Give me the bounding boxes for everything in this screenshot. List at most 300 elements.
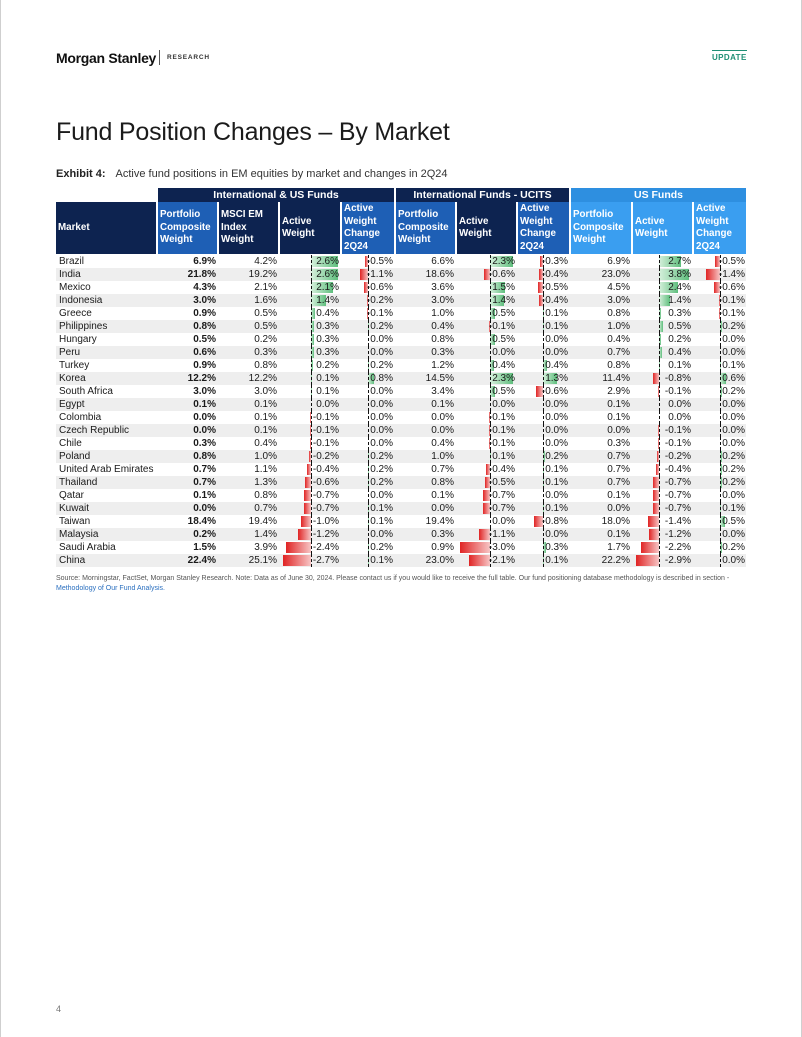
table-row bbox=[56, 307, 746, 320]
zero-axis bbox=[311, 528, 312, 541]
value-cell: -1.2% bbox=[312, 529, 339, 540]
value-cell: 0.0% bbox=[722, 334, 745, 345]
zero-axis bbox=[368, 424, 369, 437]
value-cell: 4.3% bbox=[193, 282, 216, 293]
zero-axis bbox=[490, 385, 491, 398]
zero-axis bbox=[368, 385, 369, 398]
value-cell: -0.1% bbox=[488, 425, 515, 436]
zero-axis bbox=[368, 359, 369, 372]
value-cell: 0.2% bbox=[722, 386, 745, 397]
zero-axis bbox=[311, 359, 312, 372]
zero-axis bbox=[490, 359, 491, 372]
column-header: Portfolio Composite Weight bbox=[396, 202, 455, 254]
value-cell: -0.1% bbox=[312, 425, 339, 436]
zero-axis bbox=[368, 476, 369, 489]
value-cell: 21.8% bbox=[187, 269, 216, 280]
value-cell: 0.1% bbox=[545, 308, 568, 319]
header-divider bbox=[159, 50, 160, 65]
value-cell: 0.2% bbox=[370, 542, 393, 553]
zero-axis bbox=[311, 541, 312, 554]
value-cell: 0.0% bbox=[492, 347, 515, 358]
table-row bbox=[56, 385, 746, 398]
table-row bbox=[56, 424, 746, 437]
value-cell: 0.0% bbox=[545, 412, 568, 423]
value-cell: 0.0% bbox=[370, 438, 393, 449]
value-cell: 25.1% bbox=[248, 555, 277, 566]
value-cell: 0.1% bbox=[722, 360, 745, 371]
page-title: Fund Position Changes – By Market bbox=[56, 118, 450, 146]
zero-axis bbox=[543, 554, 544, 567]
zero-axis bbox=[659, 515, 660, 528]
value-cell: 0.3% bbox=[668, 308, 691, 319]
value-cell: 2.6% bbox=[316, 256, 339, 267]
market-name: Peru bbox=[59, 347, 81, 358]
value-cell: 0.0% bbox=[492, 399, 515, 410]
zero-axis bbox=[543, 437, 544, 450]
market-name: Indonesia bbox=[59, 295, 103, 306]
value-cell: 0.3% bbox=[431, 529, 454, 540]
group-header-intl-us: International & US Funds bbox=[158, 188, 394, 202]
value-cell: 0.1% bbox=[545, 477, 568, 488]
zero-axis bbox=[659, 359, 660, 372]
value-cell: 0.1% bbox=[431, 490, 454, 501]
zero-axis bbox=[720, 346, 721, 359]
value-cell: -1.4% bbox=[718, 269, 745, 280]
negative-bar bbox=[286, 542, 311, 553]
value-cell: 0.1% bbox=[316, 386, 339, 397]
column-header: Active Weight Change 2Q24 bbox=[342, 202, 394, 254]
value-cell: 3.0% bbox=[607, 295, 630, 306]
value-cell: 0.1% bbox=[370, 555, 393, 566]
zero-axis bbox=[720, 424, 721, 437]
value-cell: 0.8% bbox=[254, 360, 277, 371]
market-name: Greece bbox=[59, 308, 92, 319]
zero-axis bbox=[543, 398, 544, 411]
value-cell: -0.2% bbox=[312, 451, 339, 462]
value-cell: 2.7% bbox=[668, 256, 691, 267]
zero-axis bbox=[368, 450, 369, 463]
value-cell: -0.7% bbox=[488, 490, 515, 501]
zero-axis bbox=[311, 268, 312, 281]
value-cell: 14.5% bbox=[425, 373, 454, 384]
zero-axis bbox=[659, 268, 660, 281]
zero-axis bbox=[720, 398, 721, 411]
value-cell: 0.7% bbox=[607, 477, 630, 488]
value-cell: 6.9% bbox=[607, 256, 630, 267]
value-cell: -0.1% bbox=[488, 412, 515, 423]
value-cell: -0.1% bbox=[664, 386, 691, 397]
methodology-link[interactable]: Methodology of Our Fund Analysis. bbox=[56, 585, 165, 592]
value-cell: 0.0% bbox=[193, 503, 216, 514]
value-cell: 0.9% bbox=[193, 360, 216, 371]
value-cell: 0.3% bbox=[316, 347, 339, 358]
zero-axis bbox=[659, 489, 660, 502]
zero-axis bbox=[720, 372, 721, 385]
market-name: Brazil bbox=[59, 256, 85, 267]
value-cell: 3.6% bbox=[431, 282, 454, 293]
market-name: Chile bbox=[59, 438, 82, 449]
value-cell: -1.4% bbox=[664, 516, 691, 527]
negative-bar bbox=[304, 503, 311, 514]
value-cell: 0.5% bbox=[492, 386, 515, 397]
zero-axis bbox=[720, 502, 721, 515]
zero-axis bbox=[659, 255, 660, 268]
zero-axis bbox=[490, 307, 491, 320]
value-cell: 3.0% bbox=[431, 295, 454, 306]
zero-axis bbox=[311, 333, 312, 346]
table-row bbox=[56, 359, 746, 372]
value-cell: 0.1% bbox=[254, 412, 277, 423]
column-header: MSCI EM Index Weight bbox=[219, 202, 278, 254]
value-cell: -0.1% bbox=[312, 438, 339, 449]
value-cell: 6.9% bbox=[193, 256, 216, 267]
column-header: Active Weight bbox=[280, 202, 340, 254]
update-tag-rule bbox=[712, 50, 747, 51]
value-cell: 0.3% bbox=[254, 347, 277, 358]
value-cell: 0.0% bbox=[607, 503, 630, 514]
value-cell: -0.4% bbox=[664, 464, 691, 475]
zero-axis bbox=[659, 333, 660, 346]
value-cell: 0.1% bbox=[607, 412, 630, 423]
value-cell: 0.1% bbox=[668, 360, 691, 371]
value-cell: 1.4% bbox=[668, 295, 691, 306]
value-cell: 0.7% bbox=[431, 464, 454, 475]
zero-axis bbox=[659, 346, 660, 359]
value-cell: -0.5% bbox=[541, 282, 568, 293]
zero-axis bbox=[368, 528, 369, 541]
value-cell: 0.2% bbox=[722, 477, 745, 488]
source-text: Source: Morningstar, FactSet, Morgan Stanley Research. Note: Data as of June 30, 2024. Please contact us if you would like to receive the full table. Our fund positioning database methodology is described in section - bbox=[56, 575, 730, 582]
value-cell: 0.7% bbox=[607, 464, 630, 475]
value-cell: 0.9% bbox=[431, 542, 454, 553]
value-cell: 0.1% bbox=[193, 490, 216, 501]
value-cell: 0.1% bbox=[254, 425, 277, 436]
value-cell: -2.2% bbox=[664, 542, 691, 553]
zero-axis bbox=[368, 515, 369, 528]
value-cell: -0.4% bbox=[541, 269, 568, 280]
value-cell: 3.8% bbox=[668, 269, 691, 280]
value-cell: 0.1% bbox=[545, 503, 568, 514]
value-cell: -0.2% bbox=[664, 451, 691, 462]
zero-axis bbox=[311, 437, 312, 450]
table-row bbox=[56, 502, 746, 515]
update-tag: UPDATE bbox=[712, 53, 747, 62]
value-cell: 0.3% bbox=[316, 334, 339, 345]
zero-axis bbox=[720, 437, 721, 450]
zero-axis bbox=[543, 359, 544, 372]
zero-axis bbox=[543, 307, 544, 320]
market-name: Czech Republic bbox=[59, 425, 130, 436]
value-cell: 0.2% bbox=[370, 451, 393, 462]
value-cell: -0.3% bbox=[541, 256, 568, 267]
value-cell: 0.7% bbox=[607, 347, 630, 358]
value-cell: 0.0% bbox=[722, 490, 745, 501]
zero-axis bbox=[368, 398, 369, 411]
zero-axis bbox=[368, 346, 369, 359]
value-cell: 1.5% bbox=[492, 282, 515, 293]
column-header: Portfolio Composite Weight bbox=[571, 202, 631, 254]
value-cell: -0.7% bbox=[312, 503, 339, 514]
zero-axis bbox=[311, 411, 312, 424]
value-cell: 23.0% bbox=[425, 555, 454, 566]
zero-axis bbox=[311, 515, 312, 528]
value-cell: 0.2% bbox=[668, 334, 691, 345]
value-cell: -2.1% bbox=[488, 555, 515, 566]
zero-axis bbox=[490, 255, 491, 268]
value-cell: -0.8% bbox=[664, 373, 691, 384]
value-cell: 0.4% bbox=[492, 360, 515, 371]
value-cell: 0.4% bbox=[607, 334, 630, 345]
value-cell: -1.1% bbox=[366, 269, 393, 280]
table-row bbox=[56, 398, 746, 411]
zero-axis bbox=[311, 424, 312, 437]
value-cell: 0.1% bbox=[607, 399, 630, 410]
table-row bbox=[56, 515, 746, 528]
zero-axis bbox=[368, 411, 369, 424]
value-cell: 0.8% bbox=[370, 373, 393, 384]
value-cell: 0.2% bbox=[370, 464, 393, 475]
market-name: Kuwait bbox=[59, 503, 90, 514]
zero-axis bbox=[368, 554, 369, 567]
zero-axis bbox=[659, 528, 660, 541]
zero-axis bbox=[311, 476, 312, 489]
value-cell: 0.0% bbox=[545, 425, 568, 436]
value-cell: 3.0% bbox=[193, 295, 216, 306]
zero-axis bbox=[659, 450, 660, 463]
value-cell: 0.1% bbox=[545, 555, 568, 566]
value-cell: 4.5% bbox=[607, 282, 630, 293]
value-cell: -0.2% bbox=[366, 295, 393, 306]
table-row bbox=[56, 294, 746, 307]
value-cell: 0.8% bbox=[431, 334, 454, 345]
zero-axis bbox=[311, 502, 312, 515]
section-label: RESEARCH bbox=[167, 54, 210, 61]
zero-axis bbox=[720, 359, 721, 372]
value-cell: 0.3% bbox=[545, 542, 568, 553]
table-row bbox=[56, 346, 746, 359]
negative-bar bbox=[298, 529, 311, 540]
value-cell: 0.8% bbox=[254, 490, 277, 501]
market-name: Poland bbox=[59, 451, 91, 462]
zero-axis bbox=[368, 463, 369, 476]
zero-axis bbox=[720, 385, 721, 398]
value-cell: 12.2% bbox=[187, 373, 216, 384]
table-row bbox=[56, 411, 746, 424]
value-cell: -0.6% bbox=[718, 282, 745, 293]
value-cell: 0.4% bbox=[668, 347, 691, 358]
zero-axis bbox=[543, 450, 544, 463]
value-cell: -0.7% bbox=[312, 490, 339, 501]
value-cell: 0.0% bbox=[370, 386, 393, 397]
value-cell: 0.0% bbox=[193, 412, 216, 423]
table-row bbox=[56, 528, 746, 541]
zero-axis bbox=[659, 281, 660, 294]
value-cell: 0.0% bbox=[431, 412, 454, 423]
value-cell: 0.2% bbox=[316, 360, 339, 371]
value-cell: 12.2% bbox=[248, 373, 277, 384]
zero-axis bbox=[543, 372, 544, 385]
zero-axis bbox=[311, 554, 312, 567]
value-cell: 0.0% bbox=[370, 347, 393, 358]
exhibit-caption bbox=[56, 168, 448, 180]
table-row bbox=[56, 463, 746, 476]
value-cell: 0.2% bbox=[722, 542, 745, 553]
value-cell: 0.0% bbox=[370, 529, 393, 540]
market-name: India bbox=[59, 269, 81, 280]
table-row bbox=[56, 320, 746, 333]
zero-axis bbox=[368, 372, 369, 385]
value-cell: -0.5% bbox=[718, 256, 745, 267]
value-cell: 0.8% bbox=[431, 477, 454, 488]
value-cell: 0.0% bbox=[370, 399, 393, 410]
negative-bar bbox=[649, 529, 659, 540]
zero-axis bbox=[543, 346, 544, 359]
value-cell: -0.1% bbox=[488, 321, 515, 332]
zero-axis bbox=[543, 476, 544, 489]
value-cell: 0.5% bbox=[193, 334, 216, 345]
value-cell: 0.0% bbox=[668, 399, 691, 410]
zero-axis bbox=[659, 411, 660, 424]
value-cell: -0.7% bbox=[664, 477, 691, 488]
value-cell: 18.4% bbox=[187, 516, 216, 527]
value-cell: 0.0% bbox=[722, 425, 745, 436]
value-cell: 11.4% bbox=[602, 373, 630, 384]
value-cell: 0.7% bbox=[193, 477, 216, 488]
value-cell: 1.6% bbox=[254, 295, 277, 306]
value-cell: 0.4% bbox=[254, 438, 277, 449]
value-cell: 0.1% bbox=[370, 503, 393, 514]
zero-axis bbox=[659, 307, 660, 320]
value-cell: 0.0% bbox=[370, 425, 393, 436]
zero-axis bbox=[311, 281, 312, 294]
value-cell: 0.5% bbox=[254, 308, 277, 319]
zero-axis bbox=[311, 489, 312, 502]
value-cell: 0.0% bbox=[431, 425, 454, 436]
value-cell: 1.4% bbox=[316, 295, 339, 306]
value-cell: 1.2% bbox=[431, 360, 454, 371]
value-cell: -0.1% bbox=[664, 425, 691, 436]
column-header: Market bbox=[56, 202, 156, 254]
value-cell: 0.2% bbox=[722, 321, 745, 332]
value-cell: 19.4% bbox=[425, 516, 454, 527]
value-cell: 23.0% bbox=[601, 269, 630, 280]
value-cell: 0.5% bbox=[254, 321, 277, 332]
value-cell: -0.6% bbox=[488, 269, 515, 280]
value-cell: 0.1% bbox=[545, 321, 568, 332]
market-name: Qatar bbox=[59, 490, 85, 501]
zero-axis bbox=[543, 463, 544, 476]
zero-axis bbox=[368, 489, 369, 502]
negative-bar bbox=[469, 555, 490, 566]
zero-axis bbox=[311, 385, 312, 398]
value-cell: 0.7% bbox=[254, 503, 277, 514]
table-row bbox=[56, 372, 746, 385]
value-cell: 1.5% bbox=[193, 542, 216, 553]
value-cell: 0.1% bbox=[607, 529, 630, 540]
value-cell: 0.0% bbox=[607, 425, 630, 436]
value-cell: 0.1% bbox=[431, 399, 454, 410]
value-cell: 0.0% bbox=[370, 490, 393, 501]
value-cell: 0.0% bbox=[722, 438, 745, 449]
table-row bbox=[56, 541, 746, 554]
value-cell: -0.1% bbox=[488, 438, 515, 449]
zero-axis bbox=[659, 463, 660, 476]
zero-axis bbox=[543, 489, 544, 502]
zero-axis bbox=[490, 333, 491, 346]
zero-axis bbox=[311, 307, 312, 320]
value-cell: -0.7% bbox=[488, 503, 515, 514]
zero-axis bbox=[720, 528, 721, 541]
value-cell: 1.0% bbox=[431, 308, 454, 319]
value-cell: -0.4% bbox=[488, 464, 515, 475]
value-cell: 1.4% bbox=[492, 295, 515, 306]
value-cell: 2.1% bbox=[254, 282, 277, 293]
zero-axis bbox=[490, 346, 491, 359]
negative-bar bbox=[460, 542, 490, 553]
zero-axis bbox=[368, 333, 369, 346]
zero-axis bbox=[543, 320, 544, 333]
value-cell: 22.2% bbox=[601, 555, 630, 566]
zero-axis bbox=[720, 476, 721, 489]
zero-axis bbox=[543, 424, 544, 437]
value-cell: 0.1% bbox=[722, 503, 745, 514]
value-cell: 2.9% bbox=[607, 386, 630, 397]
market-name: Thailand bbox=[59, 477, 98, 488]
source-note bbox=[56, 574, 746, 594]
zero-axis bbox=[659, 294, 660, 307]
value-cell: 2.6% bbox=[316, 269, 339, 280]
value-cell: 0.0% bbox=[492, 516, 515, 527]
value-cell: 0.2% bbox=[193, 529, 216, 540]
value-cell: 0.2% bbox=[254, 334, 277, 345]
value-cell: -0.4% bbox=[312, 464, 339, 475]
value-cell: 0.3% bbox=[431, 347, 454, 358]
page-number: 4 bbox=[56, 1004, 62, 1014]
zero-axis bbox=[311, 294, 312, 307]
value-cell: 19.2% bbox=[248, 269, 277, 280]
table-row bbox=[56, 437, 746, 450]
zero-axis bbox=[659, 502, 660, 515]
value-cell: -0.5% bbox=[366, 256, 393, 267]
market-name: Mexico bbox=[59, 282, 91, 293]
zero-axis bbox=[720, 450, 721, 463]
value-cell: 0.0% bbox=[370, 334, 393, 345]
value-cell: 0.1% bbox=[254, 399, 277, 410]
value-cell: 1.4% bbox=[254, 529, 277, 540]
value-cell: 1.0% bbox=[607, 321, 630, 332]
table-row bbox=[56, 268, 746, 281]
zero-axis bbox=[490, 398, 491, 411]
zero-axis bbox=[659, 398, 660, 411]
brand-logo: Morgan Stanley bbox=[56, 50, 157, 66]
value-cell: -0.1% bbox=[664, 438, 691, 449]
column-header: Active Weight bbox=[457, 202, 516, 254]
column-header: Active Weight Change 2Q24 bbox=[694, 202, 746, 254]
zero-axis bbox=[368, 437, 369, 450]
zero-axis bbox=[543, 528, 544, 541]
value-cell: 0.5% bbox=[722, 516, 745, 527]
value-cell: 0.2% bbox=[370, 360, 393, 371]
value-cell: 0.0% bbox=[722, 529, 745, 540]
market-name: Korea bbox=[59, 373, 86, 384]
negative-bar bbox=[641, 542, 659, 553]
value-cell: 0.3% bbox=[607, 438, 630, 449]
value-cell: 0.2% bbox=[370, 477, 393, 488]
value-cell: 0.0% bbox=[722, 412, 745, 423]
value-cell: 0.4% bbox=[545, 360, 568, 371]
value-cell: 0.2% bbox=[545, 451, 568, 462]
value-cell: 6.6% bbox=[431, 256, 454, 267]
